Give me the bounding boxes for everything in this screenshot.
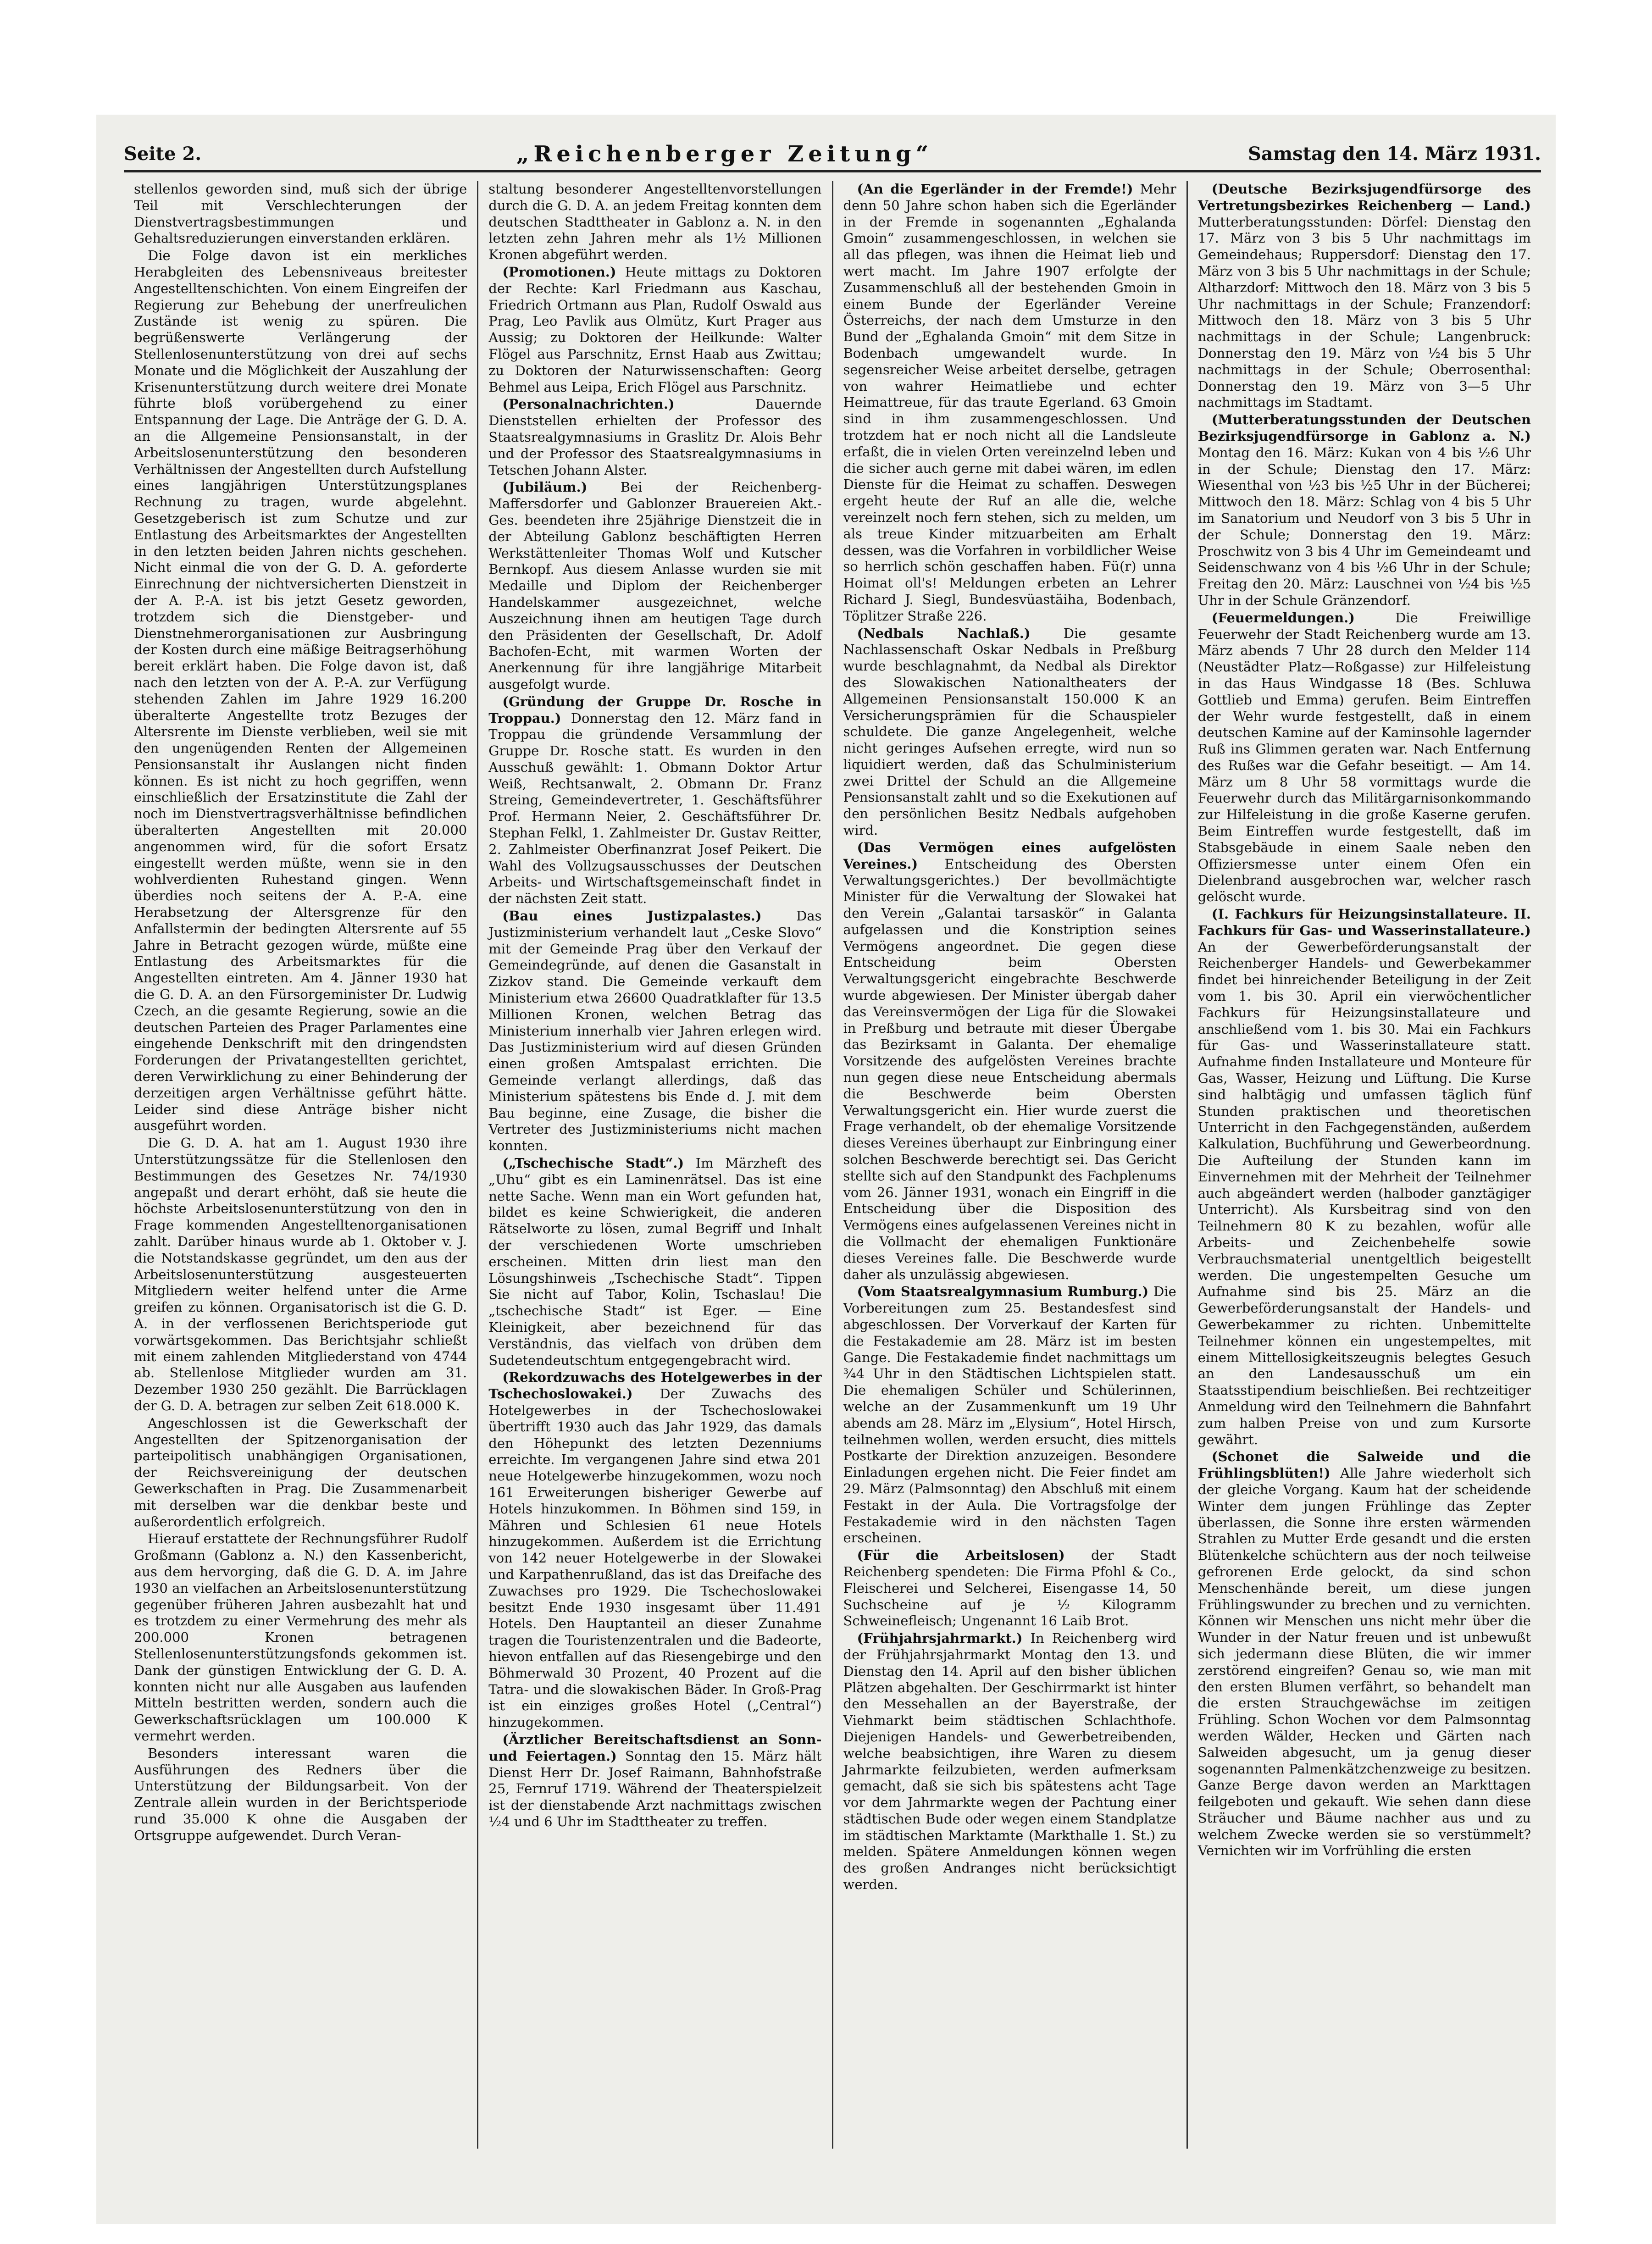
item-text: Im Märzheft des „Uhu“ gibt es ein Laminenrätsel. Das ist eine nette Sache. Wenn man ein Wort gefunden hat, bildet es keine Schwierigkeit, die anderen Rätselworte zu lösen, zumal Begriff und Inhalt der verschiedenen Worte umschrieben erscheinen. Mitten drin liest man den Lösungshinweis „Tschechische Stadt“. Tippen Sie nicht auf Tabor, Kolin, Tschaslau! Die „tschechische Stadt“ ist Eger. — Eine Kleinigkeit, aber bezeichnend für das Verständnis, das vielfach von drüben dem Sudetendeutschtum entgegengebracht wird. [488, 1155, 822, 1368]
item-text: Dauernde Dienststellen erhielten der Professor des Staatsrealgymnasiums in Graslitz Dr. Alois Behr und der Professor des Staatsrealgymnasiums in Tetschen Johann Alster. [488, 396, 822, 478]
item-heading: (Deutsche Bezirksjugendfürsorge des Vertretungsbezirkes Reichenberg — Land.) [1197, 181, 1531, 213]
item-heading: (I. Fachkurs für Heizungsinstallateure. II. Fachkurs für Gas- und Wasserinstallateure.) [1197, 906, 1531, 938]
page-number: Seite 2. [124, 143, 202, 165]
newspaper-title: „Reichenberger Zeitung“ [516, 141, 933, 167]
item-heading: (Das Vermögen eines aufgelösten Vereines.) [843, 839, 1176, 872]
news-item [1198, 412, 1531, 609]
item-heading: (Für die Arbeitslosen) [857, 1547, 1065, 1563]
item-heading: (Promotionen.) [502, 264, 616, 280]
issue-date: Samstag den 14. März 1931. [1247, 143, 1541, 165]
paragraph: Angeschlossen ist die Gewerkschaft der Angestellten der Spitzenorganisation der parteipolitisch unabhängigen Organisationen, der Reichsvereinigung der deutschen Gewerkschaften in Prag. Die Zusammenarbeit mit derselben war die denkbar beste und außerordentlich erfolgreich. [134, 1415, 467, 1529]
item-text: Bei der Reichenberg-Maffersdorfer und Gablonzer Brauereien Akt.-Ges. beendeten ihre 25jährige Dienstzeit die in der Abteilung Gablonz beschäftigten Herren Werkstättenleiter Thomas Wolf und Kutscher Bernkopf. Aus diesem Anlasse wurden sie mit Medaille und Diplom der Reichenberger Handelskammer ausgezeichnet, welche Auszeichnung ihnen am heutigen Tage durch den Präsidenten der Gesellschaft, Dr. Adolf Bachofen-Echt, mit warmen Worten der Anerkennung für ihre langjährige Mitarbeit ausgefolgt wurde. [488, 479, 822, 692]
item-text: Die gesamte Nachlassenschaft Oskar Nedbals in Preßburg wurde beschlagnahmt, da Nedbal als Direktor des Slowakischen Nationaltheaters der Allgemeinen Pensionsanstalt 150.000 K an Versicherungsprämien für die Schauspieler schuldete. Die ganze Angelegenheit, welche nicht geringes Aufsehen erregte, wird nun so liquidiert werden, daß das Schulministerium zwei Drittel der Schuld an die Allgemeine Pensionsanstalt zahlt und so die Exekutionen auf den persönlichen Besitz Nedbals aufgehoben wird. [843, 625, 1176, 838]
item-heading: (Nedbals Nachlaß.) [857, 625, 1031, 641]
news-item [488, 1369, 821, 1731]
news-item [488, 694, 821, 907]
paragraph: stellenlos geworden sind, muß sich der übrige Teil mit Verschlechterungen der Dienstvertragsbestimmungen und Gehaltsreduzierungen einverstanden erklären. [134, 181, 467, 246]
item-heading: (Mutterberatungsstunden der Deutschen Bezirksjugendfürsorge in Gablonz a. N.) [1197, 412, 1531, 444]
item-heading: („Tschechische Stadt“.) [502, 1155, 684, 1171]
news-item [1198, 610, 1531, 905]
item-text: Das Justizministerium verhandelt laut „Ceske Slovo“ mit der Gemeinde Prag über den Verkauf der Gemeindegründe, auf denen die Gasanstalt in Zizkov stand. Die Gemeinde verkauft dem Ministerium etwa 26600 Quadratklafter für 13.5 Millionen Kronen, welchen Betrag das Ministerium innerhalb vier Jahren erlegen wird. Das Justizministerium wird auf diesen Gründen einen großen Amtspalast errichten. Die Gemeinde verlangt allerdings, daß das Ministerium spätestens bis Ende d. J. mit dem Bau beginne, eine Zusage, die bisher die Vertreter des Justizministeriums nicht machen konnten. [488, 908, 822, 1154]
item-text: In Reichenberg wird der Frühjahrsjahrmarkt Montag den 13. und Dienstag den 14. April auf den bisher üblichen Plätzen abgehalten. Der Geschirrmarkt ist hinter den Messehallen an der Bayerstraße, der Viehmarkt beim städtischen Schlachthofe. Diejenigen Handels- und Gewerbetreibenden, welche beabsichtigen, ihre Waren zu diesem Jahrmarkte feilzubieten, werden aufmerksam gemacht, daß sie sich bis spätestens acht Tage vor dem Jahrmarkte wegen der Pachtung einer städtischen Bude oder wegen einem Standplatze im städtischen Marktamte (Markthalle 1. St.) zu melden. Spätere Anmeldungen können wegen des großen Andranges nicht berücksichtigt werden. [843, 1630, 1176, 1893]
news-item [488, 396, 821, 478]
item-text: Montag den 16. März: Kukan von 4 bis ½6 Uhr in der Schule; Dienstag den 17. März: Wiesenthal von ½3 bis ½5 Uhr in der Bücherei; Mittwoch den 18. März: Schlag von 4 bis 5 Uhr im Sanatorium und Neudorf von 3 bis 5 Uhr in der Schule; Donnerstag den 19. März: Proschwitz von 3 bis 4 Uhr im Gemeindeamt und Seidenschwanz von 4 bis ½6 Uhr in der Schule; Freitag den 20. März: Lauschnei von ½4 bis ½5 Uhr in der Schule Gränzendorf. [1197, 444, 1531, 608]
news-item [488, 264, 821, 395]
item-heading: (Jubiläum.) [502, 479, 588, 495]
item-text: Die Vorbereitungen zum 25. Bestandesfest sind abgeschlossen. Der Vorverkauf der Karten für die Festakademie am 28. März ist im besten Gange. Die Festakademie findet nachmittags um ¾4 Uhr in den Städtischen Lichtspielen statt. Die ehemaligen Schüler und Schülerinnen, welche an der Zusammenkunft um 19 Uhr abends am 28. März im „Elysium“, Hotel Hirsch, teilnehmen wollen, werden ersucht, dies mittels Postkarte der Direktion anzuzeigen. Besondere Einladungen ergehen nicht. Die Feier findet am 29. März (Palmsonntag) den Abschluß mit einem Festakt in der Aula. Die Vortragsfolge der Festakademie wird in den nächsten Tagen erscheinen. [843, 1284, 1176, 1546]
news-item [843, 626, 1176, 839]
column-2 [478, 181, 833, 2149]
news-item [488, 479, 821, 693]
paragraph: staltung besonderer Angestelltenvorstellungen durch die G. D. A. an jedem Freitag konnten dem deutschen Stadttheater in Gablonz a. N. in den letzten zehn Jahren mehr als 1½ Millionen Kronen abgeführt werden. [488, 181, 822, 263]
item-heading: (Personalnachrichten.) [502, 396, 675, 412]
news-item [843, 1284, 1176, 1546]
item-heading: (Schonet die Salweide und die Frühlingsblüten!) [1197, 1449, 1531, 1481]
news-item [1198, 181, 1531, 411]
item-text: Die Freiwillige Feuerwehr der Stadt Reichenberg wurde am 13. März abends 7 Uhr 28 durch den Melder 114 (Neustädter Platz—Roßgasse) zur Hilfeleistung in das Haus Windgasse 18 (Bes. Schluwa Gottlieb und Emma) gerufen. Beim Eintreffen der Wehr wurde festgestellt, daß in einem deutschen Kamine auf der Kaminsohle lagernder Ruß ins Glimmen geraten war. Nach Entfernung des Rußes war die Gefahr beseitigt. — Am 14. März um 8 Uhr 58 vormittags wurde die Feuerwehr durch das Militärgarnisonkommando zur Hilfeleistung in die große Kaserne gerufen. Beim Eintreffen wurde festgestellt, daß im Stabsgebäude in einem Saale neben den Offiziersmesse unter einem Ofen ein Dielenbrand ausgebrochen war, welcher rasch gelöscht wurde. [1197, 609, 1531, 905]
scan-margin [1624, 0, 1652, 2244]
item-text: An der Gewerbeförderungsanstalt der Reichenberger Handels- und Gewerbekammer findet bei hinreichender Beteiligung in der Zeit vom 1. bis 30. April ein vierwöchentlicher Fachkurs für Heizungsinstallateure und anschließend vom 1. bis 30. Mai ein Fachkurs für Gas- und Wasserinstallateure statt. Aufnahme finden Installateure und Monteure für Gas, Wasser, Heizung und Lüftung. Die Kurse sind halbtägig und umfassen täglich fünf Stunden praktischen und theoretischen Unterricht in den Fachgegenständen, außerdem Kalkulation, Buchführung und Gewerbeordnung. Die Aufteilung der Stunden kann im Einvernehmen mit der Mehrheit der Teilnehmer auch abgeändert werden (halboder ganztägiger Unterricht). Als Kursbeitrag sind von den Teilnehmern 80 K zu bezahlen, wofür alle Arbeits- und Zeichenbehelfe sowie Verbrauchsmaterial unentgeltlich beigestellt werden. Die ungestempelten Gesuche um Aufnahme sind bis 25. März an die Gewerbeförderungsanstalt der Handels- und Gewerbekammer zu richten. Unbemittelte Teilnehmer können ein ungestempeltes, mit einem Mittellosigkeitszeugnis belegtes Gesuch an den Landesausschuß um ein Staatsstipendium beischließen. Bei rechtzeitiger Anmeldung wird den Teilnehmern die Bahnfahrt zum halben Preise von und zum Kursorte gewährt. [1197, 939, 1531, 1447]
paragraph: Hierauf erstattete der Rechnungsführer Rudolf Großmann (Gablonz a. N.) den Kassenbericht, aus dem hervorging, daß die G. D. A. im Jahre 1930 an vielfachen an Arbeitslosenunterstützung gegenüber früheren Jahren ausbezahlt hat und es trotzdem zu einer Vermehrung des mehr als 200.000 Kronen betragenen Stellenlosenunterstützungsfonds gekommen ist. Dank der günstigen Entwicklung der G. D. A. konnten nicht nur alle Ausgaben aus laufenden Mitteln bestritten werden, sondern auch die Gewerkschaftsrücklagen um 100.000 K vermehrt werden. [134, 1531, 467, 1744]
news-item [843, 181, 1176, 625]
paragraph: Die Folge davon ist ein merkliches Herabgleiten des Lebensniveaus breitester Angestelltenschichten. Von einem Eingreifen der Regierung zur Behebung der unerfreulichen Zustände ist wenig zu spüren. Die begrüßenswerte Verlängerung der Stellenlosenunterstützung von drei auf sechs Monate und die Möglichkeit der Auszahlung der Krisenunterstützung durch weitere drei Monate führte bloß vorübergehend zu einer Entspannung der Lage. Die Anträge der G. D. A. an die Allgemeine Pensionsanstalt, in der Arbeitslosenunterstützung den besonderen Verhältnissen der Angestellten durch Aufstellung eines langjährigen Unterstützungsplanes Rechnung zu tragen, wurde abgelehnt. Gesetzgeberisch ist zum Schutze und zur Entlastung des Arbeitsmarktes der Angestellten in den letzten beiden Jahren nichts geschehen. Nicht einmal die von der G. D. A. geforderte Einrechnung der nichtversicherten Dienstzeit in der A. P.-A. ist bis jetzt Gesetz geworden, trotzdem sich die Dienstgeber- und Dienstnehmerorganisationen zur Ausbringung der Kosten durch eine mäßige Beitragserhöhung bereit erklärt haben. Die Folge davon ist, daß nach den letzten von der A. P.-A. zur Verfügung stehenden Zahlen im Jahre 1929 16.200 überalterte Angestellte trotz Bezuges der Altersrente im Dienste verblieben, weil sie mit den ungenügenden Renten der Allgemeinen Pensionsanstalt ihr Auslangen nicht finden können. Es ist nicht zu hoch gegriffen, wenn einschließlich der Ersatzinstitute die Zahl der noch im Dienstvertragsverhältnisse befindlichen überalterten Angestellten mit 20.000 angenommen wird, für die sofort Ersatz eingestellt werden müßte, wenn sie in den wohlverdienten Ruhestand gingen. Wenn überdies noch seitens der A. P.-A. eine Herabsetzung der Altersgrenze für den Anfallstermin der bedingten Altersrente auf 55 Jahre in Betracht gezogen würde, müßte eine Entlastung des Arbeitsmarktes für die Angestellten eintreten. Am 4. Jänner 1930 hat die G. D. A. an den Fürsorgeminister Dr. Ludwig Czech, an die gesamte Regierung, sowie an die deutschen Parteien des Prager Parlamentes eine eingehende Denkschrift mit den dringendsten Forderungen der Privatangestellten gerichtet, deren Verwirklichung zu einer Behinderung der derzeitigen argen Verhältnisse geführt hätte. Leider sind diese Anträge bisher nicht ausgeführt worden. [134, 248, 467, 1134]
column-4 [1188, 181, 1541, 2149]
item-heading: (Vom Staatsrealgymnasium Rumburg.) [857, 1284, 1149, 1300]
column-1 [124, 181, 478, 2149]
item-text: Mutterberatungsstunden: Dörfel: Dienstag den 17. März von 3 bis 5 Uhr nachmittags im Gemeindehaus; Ruppersdorf: Dienstag den 17. März von 3 bis 5 Uhr nachmittags in der Schule; Altharzdorf: Mittwoch den 18. März von 3 bis 5 Uhr nachmittags in der Schule; Franzendorf: Mittwoch den 18. März von 3 bis 5 Uhr nachmittags in der Schule; Langenbruck: Donnerstag den 19. März von ½4 bis 5 Uhr nachmittags in der Schule; Oberrosenthal: Donnerstag den 19. März von 3—5 Uhr nachmittags im Stadtamt. [1197, 214, 1531, 410]
item-heading: (Gründung der Gruppe Dr. Rosche in Troppau.) [488, 693, 822, 726]
page-header [124, 138, 1541, 172]
news-item [843, 840, 1176, 1283]
column-3 [833, 181, 1188, 2149]
item-text: Donnerstag den 12. März fand in Troppau die gründende Versammlung der Gruppe Dr. Rosche statt. Es wurden in den Ausschuß gewählt: 1. Obmann Doktor Artur Weiß, Rechtsanwalt, 2. Obmann Dr. Franz Streing, Gemeindevertreter, 1. Geschäftsführer Prof. Hermann Neier, 2. Geschäftsführer Dr. Stephan Felkl, 1. Zahlmeister Dr. Gustav Reitter, 2. Zahlmeister Oberfinanzrat Josef Peikert. Die Wahl des Vollzugsausschusses der Deutschen Arbeits- und Wirtschaftsgemeinschaft findet in der nächsten Zeit statt. [488, 710, 822, 907]
item-text: Mehr denn 50 Jahre schon haben sich die Egerländer in der Fremde in sogenannten „Eghalanda Gmoin“ zusammengeschlossen, in welchen sie all das pflegen, was ihnen die Heimat lieb und wert macht. Im Jahre 1907 erfolgte der Zusammenschluß all der bestehenden Gmoin in einem Bunde der Egerländer Vereine Österreichs, der nach dem Umsturze in den Bund der „Eghalanda Gmoin“ mit dem Sitze in Bodenbach umgewandelt wurde. In segensreicher Weise arbeitet derselbe, getragen von wahrer Heimatliebe und echter Heimattreue, für das traute Egerland. 63 Gmoin sind in ihm zusammengeschlossen. Und trotzdem hat er noch nicht all die Landsleute erfaßt, die in vielen Orten vereinzelnd leben und die sicher auch gerne mit dabei wären, im edlen Dienste für die Heimat zu schaffen. Deswegen ergeht heute der Ruf an alle die, welche vereinzelt noch fern stehen, sich zu melden, um als treue Kinder mitzuarbeiten am Erhalt dessen, was die Vorfahren in vorbildlicher Weise so herrlich schön geschaffen haben. Fü(r) unna Hoimat oll's! Meldungen erbeten an Lehrer Richard J. Siegl, Bundesvüastäiha, Bodenbach, Töplitzer Straße 226. [843, 181, 1176, 624]
news-item [843, 1547, 1176, 1629]
news-item [1198, 1449, 1531, 1859]
item-heading: (Rekordzuwachs des Hotelgewerbes in der Tschechoslowakei.) [488, 1369, 822, 1402]
item-text: Alle Jahre wiederholt sich der gleiche Vorgang. Kaum hat der scheidende Winter dem jungen Frühlinge das Zepter überlassen, die Sonne ihre ersten wärmenden Strahlen zu Mutter Erde gesandt und die ersten Blütenkelche schüchtern aus der noch teilweise gefrorenen Erde gelockt, da sind schon Menschenhände bereit, um diese jungen Frühlingswunder zu brechen und zu vernichten. Können wir Menschen uns nicht mehr über die Wunder in der Natur freuen und ist unbewußt sich jedermann diese Blüten, die wir immer zerstörend eingreifen? Genau so, wie man mit den ersten Blumen verfährt, so behandelt man die ersten Strauchgewächse im zeitigen Frühling. Schon Wochen vor dem Palmsonntag werden Wälder, Hecken und Gärten nach Salweiden abgesucht, um ja genug dieser sogenannten Palmenkätzchenzweige zu besitzen. Ganze Berge davon werden an Markttagen feilgeboten und gekauft. Wie sehen dann diese Sträucher und Bäume nachher aus und zu welchem Zwecke werden sie so verstümmelt? Vernichten wir im Vorfrühling die ersten [1197, 1465, 1531, 1859]
paragraph: Besonders interessant waren die Ausführungen des Redners über die Unterstützung der Bildungsarbeit. Von der Zentrale allein wurden in der Berichtsperiode rund 35.000 K ohne die Ausgaben der Ortsgruppe aufgewendet. Durch Veran- [134, 1745, 467, 1843]
item-text: Der Zuwachs des Hotelgewerbes in der Tschechoslowakei übertrifft 1930 auch das Jahr 1929, das damals den Höhepunkt des letzten Dezenniums erreichte. Im vergangenen Jahre sind etwa 201 neue Hotelgewerbe hinzugekommen, wozu noch 161 Erweiterungen bisheriger Gewerbe auf Hotels hinzukommen. In Böhmen sind 159, in Mähren und Schlesien 61 neue Hotels hinzugekommen. Außerdem ist die Errichtung von 142 neuer Hotelgewerbe in der Slowakei und Karpathenrußland, das ist das Dreifache des Zuwachses pro 1929. Die Tschechoslowakei besitzt Ende 1930 insgesamt über 11.491 Hotels. Den Hauptanteil an dieser Zunahme tragen die Touristenzentralen und die Badeorte, hievon entfallen auf das Riesengebirge und den Böhmerwald 30 Prozent, 40 Prozent auf die Tatra- und die slowakischen Bäder. In Groß-Prag ist ein einziges großes Hotel („Central“) hinzugekommen. [488, 1386, 822, 1730]
news-item [488, 1155, 821, 1369]
news-item [488, 908, 821, 1154]
item-heading: (Frühjahrsjahrmarkt.) [857, 1630, 1023, 1646]
item-heading: (Ärztlicher Bereitschaftsdienst an Sonn- und Feiertagen.) [488, 1731, 822, 1764]
news-item [843, 1630, 1176, 1893]
news-item [488, 1732, 821, 1830]
item-heading: (Bau eines Justizpalastes.) [502, 908, 762, 924]
article-columns [124, 181, 1541, 2149]
item-heading: (Feuermeldungen.) [1211, 609, 1355, 626]
item-heading: (An die Egerländer in der Fremde!) [857, 181, 1133, 197]
item-text: der Stadt Reichenberg spendeten: Die Firma Pfohl & Co., Fleischerei und Selcherei, Eisengasse 14, 50 Suchscheine auf je ½ Kilogramm Schweinefleisch; Ungenannt 16 Laib Brot. [843, 1547, 1176, 1629]
item-text: Entscheidung des Obersten Verwaltungsgerichtes.) Der bevollmächtigte Minister für die Verwaltung der Slowakei hat den Verein „Galantai tarsaskör“ in Galanta aufgelassen und die Konstription seines Vermögens angeordnet. Die gegen diese Entscheidung beim Obersten Verwaltungsgericht eingebrachte Beschwerde wurde abgewiesen. Der Minister übergab daher das Vereinsvermögen der Liga für die Slowakei in Preßburg und betraute mit dieser Übergabe das Bezirksamt in Galanta. Der ehemalige Vorsitzende des aufgelösten Vereines brachte nun gegen diese neue Entscheidung abermals die Beschwerde beim Obersten Verwaltungsgericht ein. Hier wurde zuerst die Frage verhandelt, ob der ehemalige Vorsitzende dieses Vereines überhaupt zur Einbringung einer solchen Beschwerde berechtigt sei. Das Gericht stellte sich auf den Standpunkt des Fachplenums vom 26. Jänner 1931, wonach ein Eingriff in die Entscheidung über die Disposition des Vermögens eines aufgelassenen Vereines nicht in die Vollmacht der ehemaligen Funktionäre dieses Vereines falle. Die Beschwerde wurde daher als unzulässig abgewiesen. [843, 856, 1176, 1282]
item-text: Sonntag den 15. März hält Dienst Herr Dr. Josef Raimann, Bahnhofstraße 25, Fernruf 1719. Während der Theaterspielzeit ist der dienstabende Arzt nachmittags zwischen ½4 und 6 Uhr im Stadttheater zu treffen. [488, 1748, 822, 1829]
news-item [1198, 906, 1531, 1448]
paragraph: Die G. D. A. hat am 1. August 1930 ihre Unterstützungssätze für die Stellenlosen den Bestimmungen des Gesetzes Nr. 74/1930 angepaßt und derart erhöht, daß sie heute die höchste Arbeitslosenunterstützung von den in Frage kommenden Angestelltenorganisationen zahlt. Darüber hinaus wurde ab 1. Oktober v. J. die Notstandskasse gegründet, um den aus der Arbeitslosenunterstützung ausgesteuerten Mitgliedern weiter helfend unter die Arme greifen zu können. Organisatorisch ist die G. D. A. in der verflossenen Berichtsperiode gut vorwärtsgekommen. Das Berichtsjahr schließt mit einem zahlenden Mitgliederstand von 4744 ab. Stellenlose Mitglieder wurden am 31. Dezember 1930 250 gezählt. Die Barrücklagen der G. D. A. betragen zur selben Zeit 618.000 K. [134, 1135, 467, 1413]
item-text: Heute mittags zu Doktoren der Rechte: Karl Friedmann aus Kaschau, Friedrich Ortmann aus Plan, Rudolf Oswald aus Prag, Leo Pavlik aus Olmütz, Kurt Prager aus Aussig; zu Doktoren der Heilkunde: Walter Flögel aus Parschnitz, Ernst Haab aus Zwittau; zu Doktoren der Naturwissenschaften: Georg Behmel aus Leipa, Erich Flögel aus Parschnitz. [488, 264, 822, 395]
